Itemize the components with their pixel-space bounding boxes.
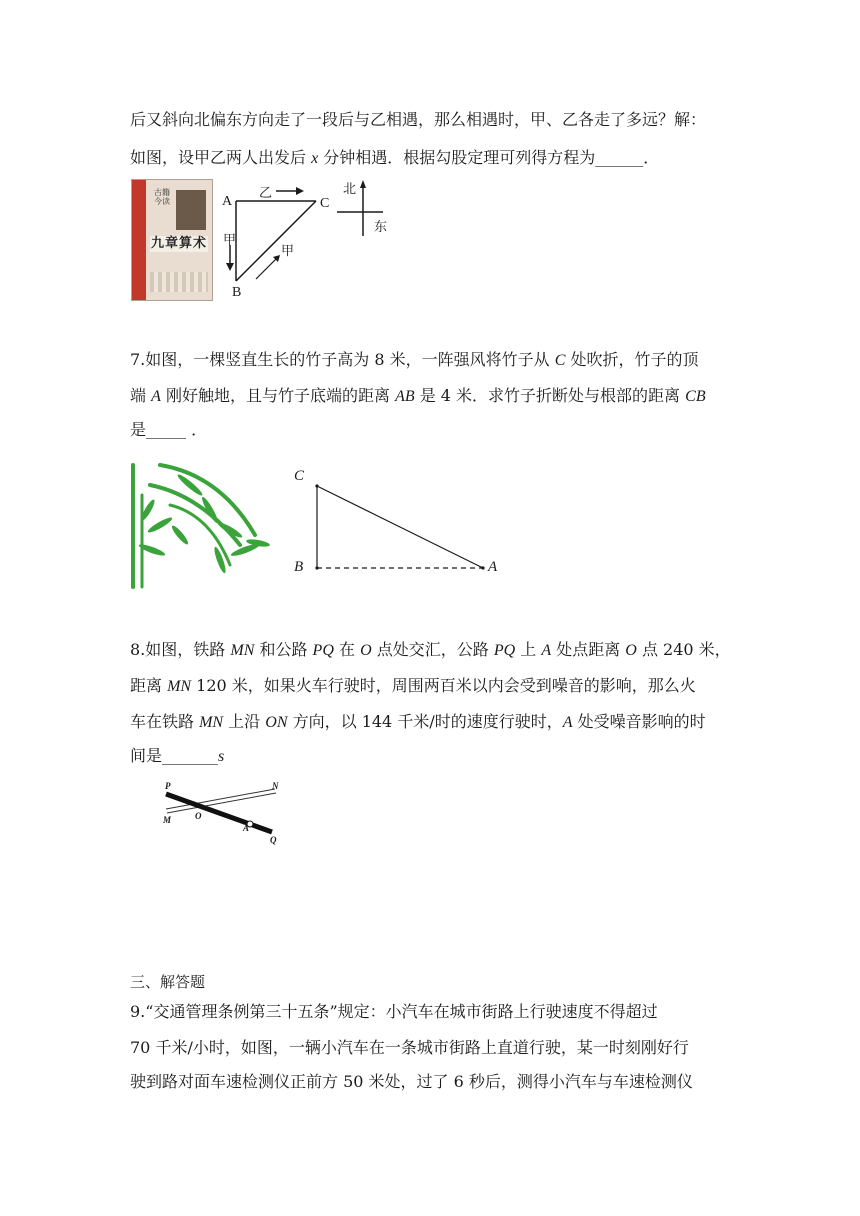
q8-var-PQ: PQ: [312, 642, 334, 659]
q8-unit-s: s: [218, 748, 225, 765]
q8-line4-a: 间是_______: [130, 746, 219, 765]
q8-text-line-4: [130, 746, 224, 767]
q8-var-MN-3: MN: [199, 714, 224, 731]
q8-line1-g: 点 240 米，: [636, 640, 731, 659]
q8-label-M: M: [163, 815, 172, 825]
q8-line1-d: 点处交汇，公路: [371, 640, 494, 659]
q8-label-Q: Q: [270, 835, 277, 845]
q7-var-AB: AB: [395, 388, 415, 405]
q8-var-A: A: [541, 642, 552, 659]
q8-label-P: P: [165, 781, 171, 791]
q7-line1-b: 处吹折，竹子的顶: [565, 350, 699, 369]
q8-var-O-2: O: [625, 642, 637, 659]
q7-var-CB: CB: [685, 388, 706, 405]
q8-var-A-2: A: [562, 714, 573, 731]
q8-text-line-1: [130, 640, 731, 661]
q8-var-O: O: [360, 642, 372, 659]
q6-text-line-2-a: 如图，设甲乙两人出发后: [130, 148, 312, 167]
q7-line2-a: 端: [130, 386, 152, 405]
q6-label-B: B: [232, 285, 242, 300]
q7-var-C: C: [554, 352, 566, 369]
q8-text-line-2: [130, 676, 696, 697]
book-spine: [132, 180, 146, 300]
q7-text-line-2: [130, 386, 706, 407]
q8-var-ON: ON: [265, 714, 288, 731]
book-portrait: [176, 190, 206, 230]
q8-line1-c: 在: [333, 640, 361, 659]
q8-line3-d: 处受噪音影响的时: [572, 712, 706, 731]
q8-label-N: N: [272, 781, 279, 791]
bamboo-illustration: [130, 455, 270, 590]
q6-label-jia-left: 甲: [223, 232, 237, 247]
book-pattern: [150, 272, 208, 292]
q7-text-line-1: [130, 350, 698, 371]
q9-text-line-1: 9.“交通管理条例第三十五条”规定：小汽车在城市街路上行驶速度不得超过: [130, 1002, 658, 1021]
q8-var-MN-2: MN: [167, 678, 192, 695]
q6-variable-x: x: [311, 150, 319, 167]
q9-text-line-3: 驶到路对面车速检测仪正前方 50 米处，过了 6 秒后，测得小汽车与车速检测仪: [130, 1072, 693, 1091]
q7-triangle-diagram: [300, 470, 500, 580]
q8-text-line-3: [130, 712, 706, 733]
q7-text-line-3: 是_____ ．: [130, 420, 208, 439]
section-3-heading: 三、解答题: [130, 973, 206, 991]
q8-line3-b: 上沿: [223, 712, 266, 731]
compass-east-label: 东: [374, 219, 388, 234]
q7-label-B: B: [294, 559, 304, 575]
q8-var-MN: MN: [230, 642, 255, 659]
q8-line2-a: 距离: [130, 676, 168, 695]
q8-label-A: A: [243, 823, 250, 833]
q8-line1-b: 和公路: [254, 640, 313, 659]
q6-label-yi: 乙: [259, 185, 273, 200]
book-top-label: 古籍今读: [154, 188, 170, 206]
q7-line2-b: 刚好触地，且与竹子底端的距离: [160, 386, 396, 405]
q8-line2-b: 120 米，如果火车行驶时，周围两百米以内会受到噪音的影响，那么火: [191, 676, 696, 695]
book-cover-image: [131, 179, 213, 301]
q7-label-C: C: [294, 468, 305, 484]
q8-line1-e: 上: [515, 640, 542, 659]
q8-railway-road-diagram: [160, 780, 285, 845]
q7-var-A: A: [151, 388, 161, 405]
q8-line3-c: 方向，以 144 千米/时的速度行驶时，: [287, 712, 563, 731]
book-title: 九章算术: [150, 236, 207, 251]
q8-label-O: O: [195, 811, 202, 821]
q6-label-jia-hypotenuse: 甲: [281, 243, 295, 258]
q6-label-C: C: [320, 196, 330, 211]
q6-text-line-1: 后又斜向北偏东方向走了一段后与乙相遇，那么相遇时，甲、乙各走了多远？解：: [130, 110, 707, 129]
q8-var-PQ-2: PQ: [493, 642, 516, 659]
q6-text-line-2: [130, 148, 659, 169]
q6-text-line-2-b: 分钟相遇．根据勾股定理可列得方程为______．: [318, 148, 660, 167]
compass-north-label: 北: [343, 181, 357, 196]
q7-line2-c: 是 4 米．求竹子折断处与根部的距离: [414, 386, 686, 405]
q8-line1-a: 8.如图，铁路: [130, 640, 231, 659]
q7-line1-a: 7.如图，一棵竖直生长的竹子高为 8 米，一阵强风将竹子从: [130, 350, 555, 369]
q6-label-A: A: [222, 194, 233, 209]
q9-text-line-2: 70 千米/小时，如图，一辆小汽车在一条城市街路上直道行驶，某一时刻刚好行: [130, 1038, 689, 1057]
q8-line1-f: 处点距离: [551, 640, 626, 659]
q7-label-A: A: [488, 559, 498, 575]
q8-line3-a: 车在铁路: [130, 712, 200, 731]
